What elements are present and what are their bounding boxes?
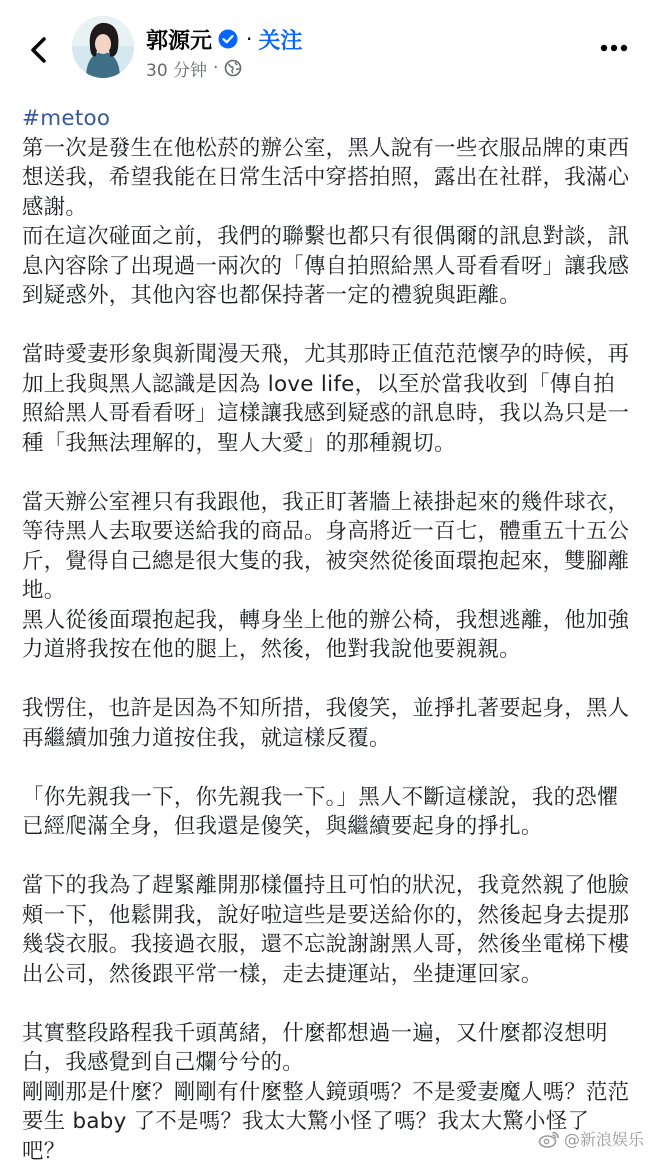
weibo-logo-icon: [538, 1130, 560, 1148]
paragraph-gap: [22, 458, 630, 488]
watermark: [538, 1127, 644, 1150]
post-meta: [146, 56, 242, 80]
post-paragraph-7: 其實整段路程我千頭萬緒，什麼都想過一遍，又什麼都沒想明白，我感覺到自己爛兮兮的。 剛剛那是什麼？剛剛有什麼整人鏡頭嗎？不是愛妻魔人嗎？范范要生 baby 了不是嗎？我太大驚小怪了嗎？我太大驚小怪了吧？: [22, 1019, 630, 1166]
globe-icon: [224, 59, 242, 77]
paragraph-gap: [22, 989, 630, 1019]
post-header: [0, 0, 650, 100]
post-timestamp[interactable]: 30 分钟: [146, 56, 207, 81]
post-body: [22, 104, 630, 1166]
post-paragraph-2: 當時愛妻形象與新聞漫天飛，尤其那時正值范范懷孕的時候，再加上我與黑人認識是因為 love life，以至於當我收到「傳自拍照給黑人哥看看呀」這樣讓我感到疑惑的訊息時，我以為只是一種「我無法理解的，聖人大愛」的那種親切。: [22, 340, 630, 458]
post-paragraph-3: 當天辦公室裡只有我跟他，我正盯著牆上裱掛起來的幾件球衣，等待黑人去取要送給我的商品。身高將近一百七，體重五十五公斤，覺得自己總是很大隻的我，被突然從後面環抱起來，雙腳離地。 黑人從後面環抱起我，轉身坐上他的辦公椅，我想逃離，他加強力道將我按在他的腿上，然後，他對我說他要親親。: [22, 488, 630, 665]
post-paragraph-4: 我愣住，也許是因為不知所措，我傻笑，並掙扎著要起身，黑人再繼續加強力道按住我，就這樣反覆。: [22, 694, 630, 753]
post-paragraph-5: 「你先親我一下，你先親我一下。」黑人不斷這樣說，我的恐懼已經爬滿全身，但我還是傻笑，與繼續要起身的掙扎。: [22, 783, 630, 842]
post-paragraph-6: 當下的我為了趕緊離開那樣僵持且可怕的狀況，我竟然親了他臉頰一下，他鬆開我，說好啦這些是要送給你的，然後起身去提那幾袋衣服。我接過衣服，還不忘說謝謝黑人哥，然後坐電梯下樓出公司，然後跟平常一樣，走去捷運站，坐捷運回家。: [22, 871, 630, 989]
more-dots-icon: [600, 44, 628, 52]
paragraph-gap: [22, 753, 630, 783]
meta-separator: ·: [213, 58, 218, 78]
paragraph-gap: [22, 665, 630, 695]
author-row: [146, 22, 302, 56]
author-name[interactable]: 郭源元: [146, 24, 212, 55]
back-button[interactable]: [18, 30, 58, 70]
avatar[interactable]: [72, 16, 134, 78]
name-separator: ·: [246, 27, 252, 51]
paragraph-gap: [22, 842, 630, 872]
verified-badge-icon: [218, 29, 238, 49]
chevron-left-icon: [27, 36, 49, 64]
post-paragraph-1: 第一次是發生在他松菸的辦公室，黑人說有一些衣服品牌的東西想送我，希望我能在日常生活中穿搭拍照，露出在社群，我滿心感謝。 而在這次碰面之前，我們的聯繫也都只有很偶爾的訊息對談，訊息內容除了出現過一兩次的「傳自拍照給黑人哥看看呀」讓我感到疑惑外，其他內容也都保持著一定的禮貌與距離。: [22, 134, 630, 311]
avatar-image: [72, 16, 134, 78]
more-options-button[interactable]: [598, 36, 630, 60]
watermark-text: @新浪娱乐: [564, 1127, 644, 1150]
paragraph-gap: [22, 311, 630, 341]
follow-button[interactable]: 关注: [258, 24, 302, 55]
hashtag-link[interactable]: #metoo: [22, 104, 630, 134]
